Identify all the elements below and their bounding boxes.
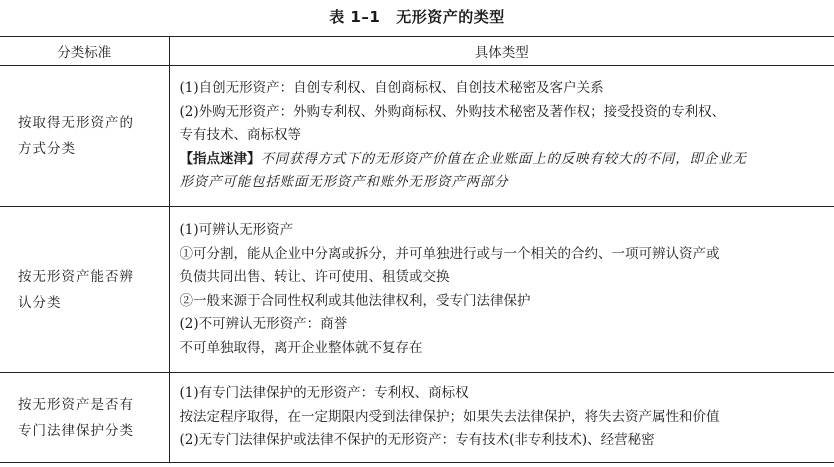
header-specific-types: 具体类型: [169, 37, 834, 66]
detail-cell: [169, 373, 834, 463]
header-row: [0, 37, 834, 66]
category-line: 专门法律保护分类: [18, 422, 134, 439]
detail-line: (1)自创无形资产：自创专利权、自创商标权、自创技术秘密及客户关系: [179, 80, 604, 97]
detail-line: (2)不可辨认无形资产：商誉: [179, 316, 348, 332]
category-line: 按无形资产是否有: [18, 396, 134, 413]
detail-line: (1)有专门法律保护的无形资产：专利权、商标权: [179, 385, 469, 402]
header-classification-standard: 分类标准: [0, 37, 169, 66]
table-row-identifiability: [0, 207, 834, 373]
tip-line: [180, 148, 829, 172]
detail-line: 按法定程序取得，在一定期限内受到法律保护；如果失去法律保护，将失去资产属性和价值: [179, 408, 720, 425]
tip-text: 不同获得方式下的无形资产价值在企业账面上的反映有较大的不同，即企业无: [260, 150, 747, 167]
detail-cell: [169, 207, 834, 373]
table-title: [0, 6, 834, 27]
table-row-legal-protection: [0, 373, 834, 463]
category-cell: [0, 373, 169, 463]
category-line: 按取得无形资产的: [18, 115, 134, 131]
table-row-acquisition: [0, 66, 834, 207]
detail-line: (2)外购无形资产：外购专利权、外购商标权、外购技术秘密及著作权；接受投资的专利权、: [179, 103, 726, 120]
category-cell: [0, 207, 169, 373]
table-number: 表 1–1: [329, 8, 381, 26]
detail-line: 专有技术、商标权等: [179, 127, 301, 144]
detail-line: ②一般来源于合同性权利或其他法律权利，受专门法律保护: [179, 292, 531, 309]
detail-line: 不可单独取得，离开企业整体就不复存在: [179, 339, 423, 356]
detail-line: ①可分割，能从企业中分离或拆分，并可单独进行或与一个相关的合约、一项可辨认资产或: [179, 245, 720, 262]
category-line: 认分类: [18, 294, 62, 311]
table-title-text: 无形资产的类型: [396, 8, 505, 26]
tip-tag: 【指点迷津】: [179, 150, 261, 167]
detail-line: (2)无专门法律保护或法律不保护的无形资产：专有技术(非专利技术)、经营秘密: [179, 432, 655, 449]
detail-line: 负债共同出售、转让、许可使用、租赁或交换: [179, 269, 450, 285]
intangible-asset-types-table: [0, 36, 834, 463]
category-line: 方式分类: [18, 141, 76, 157]
tip-text-continued: 形资产可能包括账面无形资产和账外无形资产两部分: [179, 174, 509, 191]
detail-cell: [169, 66, 834, 207]
detail-line: (1)可辨认无形资产: [179, 222, 294, 238]
category-line: 按无形资产能否辨: [18, 268, 134, 285]
category-cell: [0, 66, 169, 207]
